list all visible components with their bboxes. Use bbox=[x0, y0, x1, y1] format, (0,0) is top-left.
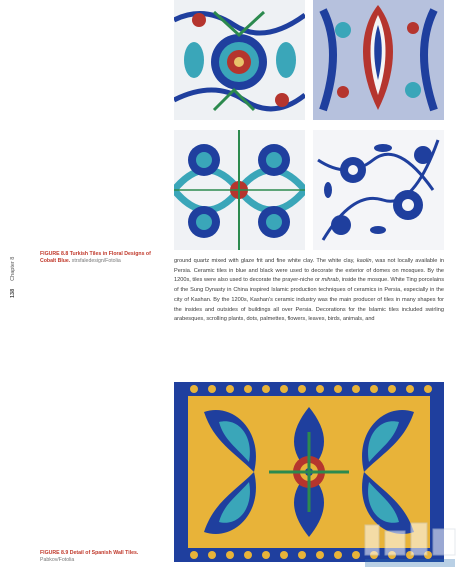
figure-8-9-caption bbox=[40, 550, 160, 564]
body-text-part-1: ground quartz mixed with glaze frit and fine white clay. The white clay, bbox=[174, 258, 357, 264]
page-number: 138 bbox=[10, 288, 16, 298]
figure-8-8-label: FIGURE 8.8 bbox=[40, 251, 69, 257]
term-mihrab: mihrab bbox=[321, 277, 339, 284]
running-head bbox=[10, 257, 16, 298]
figure-8-9-title: Detail of Spanish Wall Tiles. bbox=[69, 550, 139, 556]
figure-8-8-credit: xtrsfaledesign/Fotolia bbox=[71, 258, 121, 264]
chapter-label: Chapter 8 bbox=[10, 256, 16, 281]
figure-8-9-label: FIGURE 8.9 bbox=[40, 550, 69, 556]
turkish-tile-bottom-left bbox=[174, 130, 305, 250]
body-paragraph bbox=[174, 257, 444, 325]
term-kaolin: kaolin bbox=[356, 258, 372, 264]
body-text-part-3: , inside the mosque. White Ting porcelains of the Sung Dynasty in China inspired Islamic production techniques of ceramics in Persia, especially in the city of Kashan. By the 1200s, Kashan's ceramic industry was the main producer of tiles in many shapes for the insides and outsides of buildings all over Persia. Decorations for the Islamic tiles included swirling arabesques, scrolling plants, dots, palmettes, flowers, leaves, birds, animals, and bbox=[174, 277, 445, 323]
figure-8-8-title: Turkish Tiles in Floral Designs of Cobalt Blue. bbox=[40, 251, 151, 264]
turkish-tile-image bbox=[174, 0, 305, 120]
turkish-tile-bottom-right bbox=[313, 130, 444, 250]
watermark-logo bbox=[355, 515, 465, 575]
figure-8-9-credit: Pabkov/Fotolia bbox=[40, 557, 75, 563]
turkish-tile-top-right bbox=[313, 0, 444, 120]
body-text-part-2: , was not locally available in Persia. Ceramic tiles in blue and black were used to decorate the exterior of domes on mosques. By the 1200s, tiles were also used to decorate the prayer-niche or bbox=[174, 258, 444, 284]
turkish-tile-top-left bbox=[174, 0, 305, 120]
figure-8-8-caption bbox=[40, 251, 160, 265]
